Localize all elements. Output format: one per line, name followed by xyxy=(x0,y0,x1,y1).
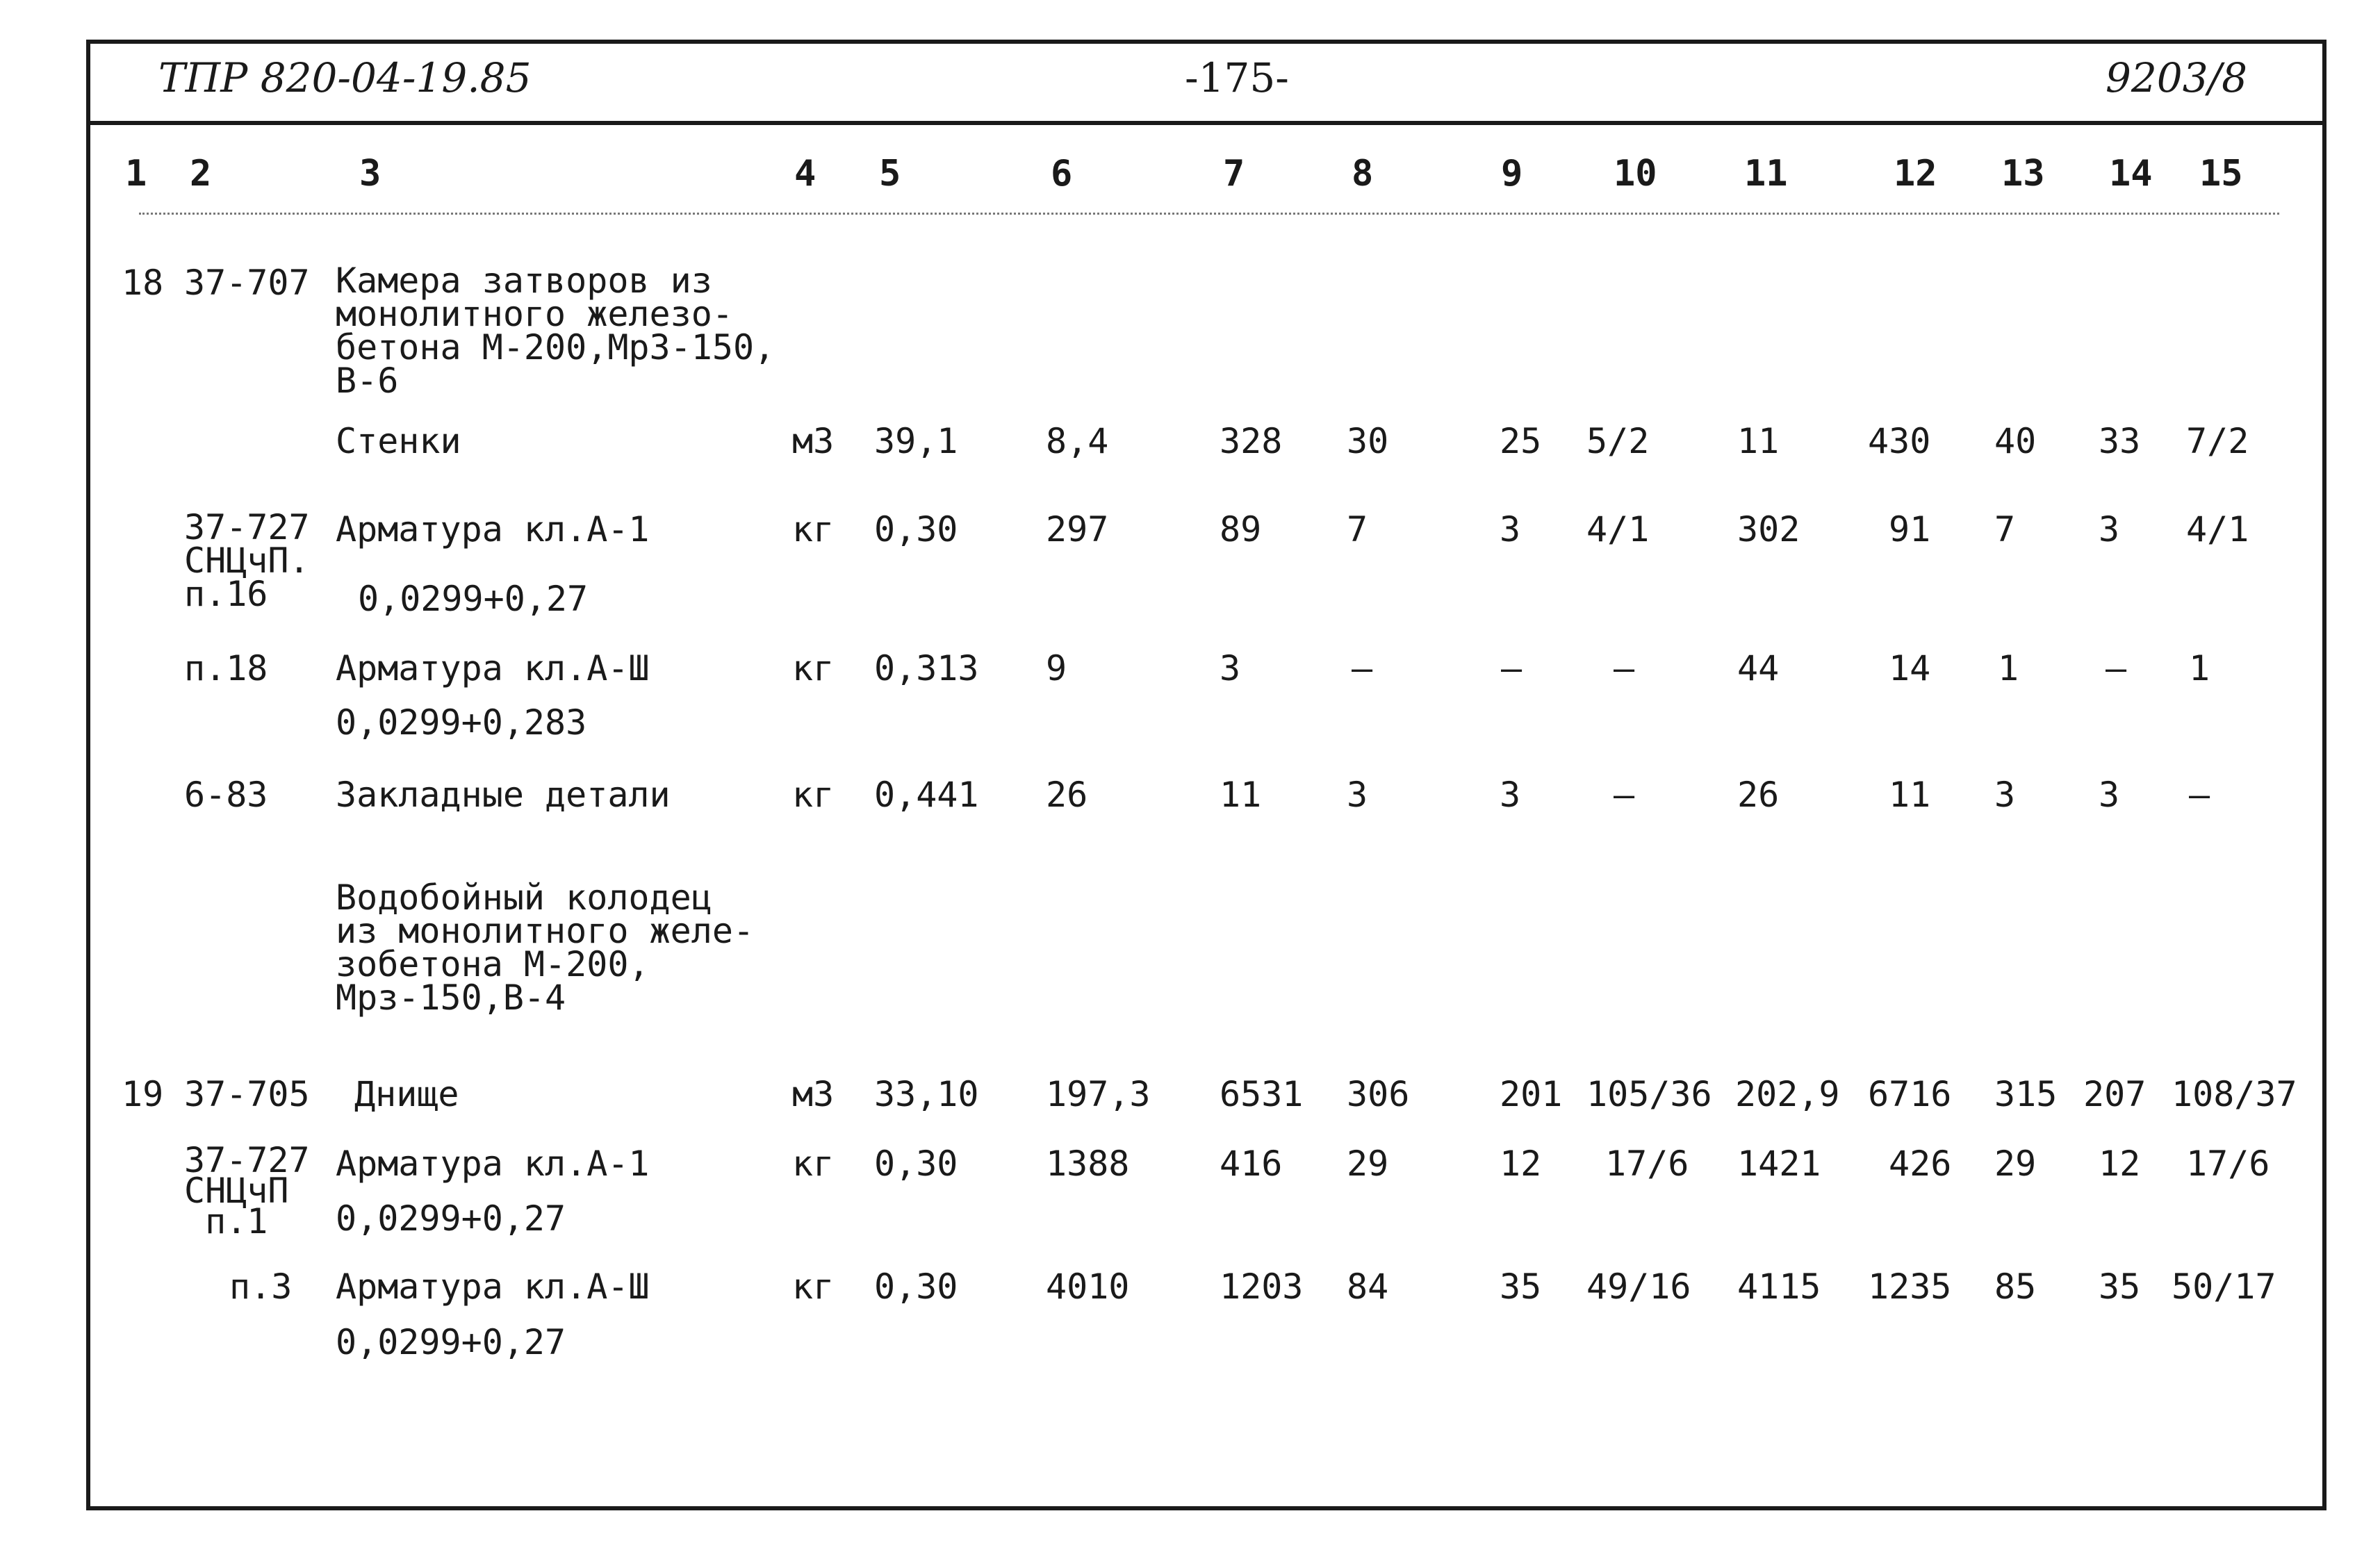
table-cell: 12 xyxy=(2099,1144,2141,1184)
table-cell: 26 xyxy=(1046,775,1088,815)
table-cell: – xyxy=(2189,775,2210,815)
table-cell: 35 xyxy=(2099,1267,2141,1307)
column-header: 14 xyxy=(2109,153,2153,195)
column-header: 13 xyxy=(2001,153,2045,195)
table-cell: 3 xyxy=(2099,509,2120,550)
table-cell: 0,313 xyxy=(874,648,979,688)
column-header: 4 xyxy=(794,153,816,195)
row-description: Закладные детали xyxy=(336,775,671,815)
unit-cell: кг xyxy=(792,1267,835,1307)
table-cell: 7 xyxy=(1347,509,1368,550)
table-cell: 4/1 xyxy=(2186,509,2249,550)
table-cell: 3 xyxy=(1347,775,1368,815)
table-cell: 1 xyxy=(2189,648,2210,688)
table-cell: 17/6 xyxy=(2186,1144,2270,1184)
row-number: 19 xyxy=(122,1074,164,1114)
row-description: Арматура кл.А-Ш xyxy=(336,1267,650,1307)
table-cell: 105/36 xyxy=(1586,1074,1712,1114)
table-cell: – xyxy=(1614,648,1635,688)
row-code: 6-83 xyxy=(184,775,268,815)
table-cell: 85 xyxy=(1994,1267,2037,1307)
document-code: ТПР 820-04-19.85 xyxy=(158,54,532,101)
table-cell: 3 xyxy=(1500,509,1521,550)
table-cell: 7/2 xyxy=(2186,421,2249,461)
table-cell: 17/6 xyxy=(1605,1144,1689,1184)
table-cell: 315 xyxy=(1994,1074,2058,1114)
table-cell: 1203 xyxy=(1220,1267,1304,1307)
table-cell: 1421 xyxy=(1737,1144,1821,1184)
column-header: 1 xyxy=(125,153,147,195)
table-cell: – xyxy=(1352,648,1373,688)
column-header: 5 xyxy=(879,153,901,195)
table-cell: 430 xyxy=(1868,421,1931,461)
page-number: -175- xyxy=(1185,54,1289,101)
column-header: 8 xyxy=(1352,153,1374,195)
table-cell: 8,4 xyxy=(1046,421,1109,461)
sheet-number: 9203/8 xyxy=(2106,54,2248,101)
column-header: 10 xyxy=(1614,153,1657,195)
unit-cell: м3 xyxy=(792,421,835,461)
section-heading: Водобойный колодец из монолитного желе- зобетона М-200, Мрз-150,В-4 xyxy=(336,877,755,1018)
table-cell: 302 xyxy=(1737,509,1800,550)
row-number: 18 xyxy=(122,263,164,303)
table-cell: 306 xyxy=(1347,1074,1410,1114)
table-cell: 11 xyxy=(1889,775,1931,815)
table-cell: – xyxy=(1501,648,1523,688)
table-cell: 426 xyxy=(1889,1144,1952,1184)
table-cell: 7 xyxy=(1994,509,2016,550)
table-cell: 39,1 xyxy=(874,421,958,461)
table-cell: 201 xyxy=(1500,1074,1563,1114)
row-formula: 0,0299+0,27 xyxy=(336,1198,566,1239)
table-cell: 3 xyxy=(1500,775,1521,815)
column-header: 11 xyxy=(1744,153,1788,195)
table-cell: 25 xyxy=(1500,421,1542,461)
row-code: 37-727 СНЦчП. п.16 xyxy=(184,507,310,614)
table-cell: 1 xyxy=(1998,648,2019,688)
row-code: 37-707 xyxy=(184,263,310,303)
row-formula: 0,0299+0,283 xyxy=(336,702,587,743)
table-cell: 26 xyxy=(1737,775,1780,815)
table-cell: 29 xyxy=(1994,1144,2037,1184)
table-cell: – xyxy=(1614,775,1635,815)
row-formula: 0,0299+0,27 xyxy=(358,579,589,619)
row-formula: 0,0299+0,27 xyxy=(336,1322,566,1362)
table-cell: 202,9 xyxy=(1735,1074,1840,1114)
table-cell: 29 xyxy=(1347,1144,1389,1184)
table-cell: 35 xyxy=(1500,1267,1542,1307)
row-description: Арматура кл.А-1 xyxy=(336,509,650,550)
table-cell: 0,30 xyxy=(874,1267,958,1307)
row-description: Камера затворов из монолитного железо- бетона М-200,Мр3-150, В-6 xyxy=(336,261,775,401)
row-code: 37-705 xyxy=(184,1074,310,1114)
table-cell: 207 xyxy=(2083,1074,2147,1114)
table-cell: 3 xyxy=(1220,648,1241,688)
table-cell: 1235 xyxy=(1868,1267,1952,1307)
table-cell: 84 xyxy=(1347,1267,1389,1307)
table-cell: 3 xyxy=(1994,775,2016,815)
table-cell: 6531 xyxy=(1220,1074,1304,1114)
table-cell: 4/1 xyxy=(1586,509,1650,550)
table-cell: 5/2 xyxy=(1586,421,1650,461)
table-cell: 416 xyxy=(1220,1144,1283,1184)
table-cell: 4115 xyxy=(1737,1267,1821,1307)
table-cell: 0,30 xyxy=(874,509,958,550)
table-cell: 108/37 xyxy=(2172,1074,2297,1114)
table-cell: 11 xyxy=(1737,421,1780,461)
unit-cell: кг xyxy=(792,1144,835,1184)
row-description: Днище xyxy=(354,1074,459,1114)
table-cell: 40 xyxy=(1994,421,2037,461)
table-cell: 11 xyxy=(1220,775,1262,815)
table-cell: 4010 xyxy=(1046,1267,1130,1307)
column-header: 12 xyxy=(1894,153,1937,195)
table-cell: 49/16 xyxy=(1586,1267,1691,1307)
unit-cell: м3 xyxy=(792,1074,835,1114)
table-cell: 12 xyxy=(1500,1144,1542,1184)
table-cell: 1388 xyxy=(1046,1144,1130,1184)
table-cell: 0,441 xyxy=(874,775,979,815)
table-cell: 33 xyxy=(2099,421,2141,461)
table-cell: 50/17 xyxy=(2172,1267,2276,1307)
table-cell: 14 xyxy=(1889,648,1931,688)
column-header: 3 xyxy=(359,153,381,195)
table-cell: 44 xyxy=(1737,648,1780,688)
header-divider xyxy=(86,121,2326,125)
unit-cell: кг xyxy=(792,775,835,815)
table-cell: 3 xyxy=(2099,775,2120,815)
table-cell: 9 xyxy=(1046,648,1067,688)
row-description: Арматура кл.А-Ш xyxy=(336,648,650,688)
table-cell: 328 xyxy=(1220,421,1283,461)
column-header: 2 xyxy=(190,153,212,195)
row-code: 37-727 СНЦчП п.1 xyxy=(184,1140,310,1242)
row-description: Стенки xyxy=(336,421,461,461)
header-dotted-divider xyxy=(139,213,2279,215)
column-header: 9 xyxy=(1501,153,1523,195)
unit-cell: кг xyxy=(792,648,835,688)
table-cell: 89 xyxy=(1220,509,1262,550)
table-cell: 30 xyxy=(1347,421,1389,461)
table-cell: – xyxy=(2106,648,2127,688)
column-header: 15 xyxy=(2199,153,2243,195)
table-cell: 91 xyxy=(1889,509,1931,550)
table-cell: 297 xyxy=(1046,509,1109,550)
table-cell: 0,30 xyxy=(874,1144,958,1184)
row-code: п.18 xyxy=(184,648,268,688)
column-header: 6 xyxy=(1051,153,1073,195)
row-description: Арматура кл.А-1 xyxy=(336,1144,650,1184)
unit-cell: кг xyxy=(792,509,835,550)
table-cell: 197,3 xyxy=(1046,1074,1151,1114)
row-code: п.3 xyxy=(229,1267,293,1307)
table-cell: 33,10 xyxy=(874,1074,979,1114)
column-header: 7 xyxy=(1223,153,1245,195)
table-cell: 6716 xyxy=(1868,1074,1952,1114)
